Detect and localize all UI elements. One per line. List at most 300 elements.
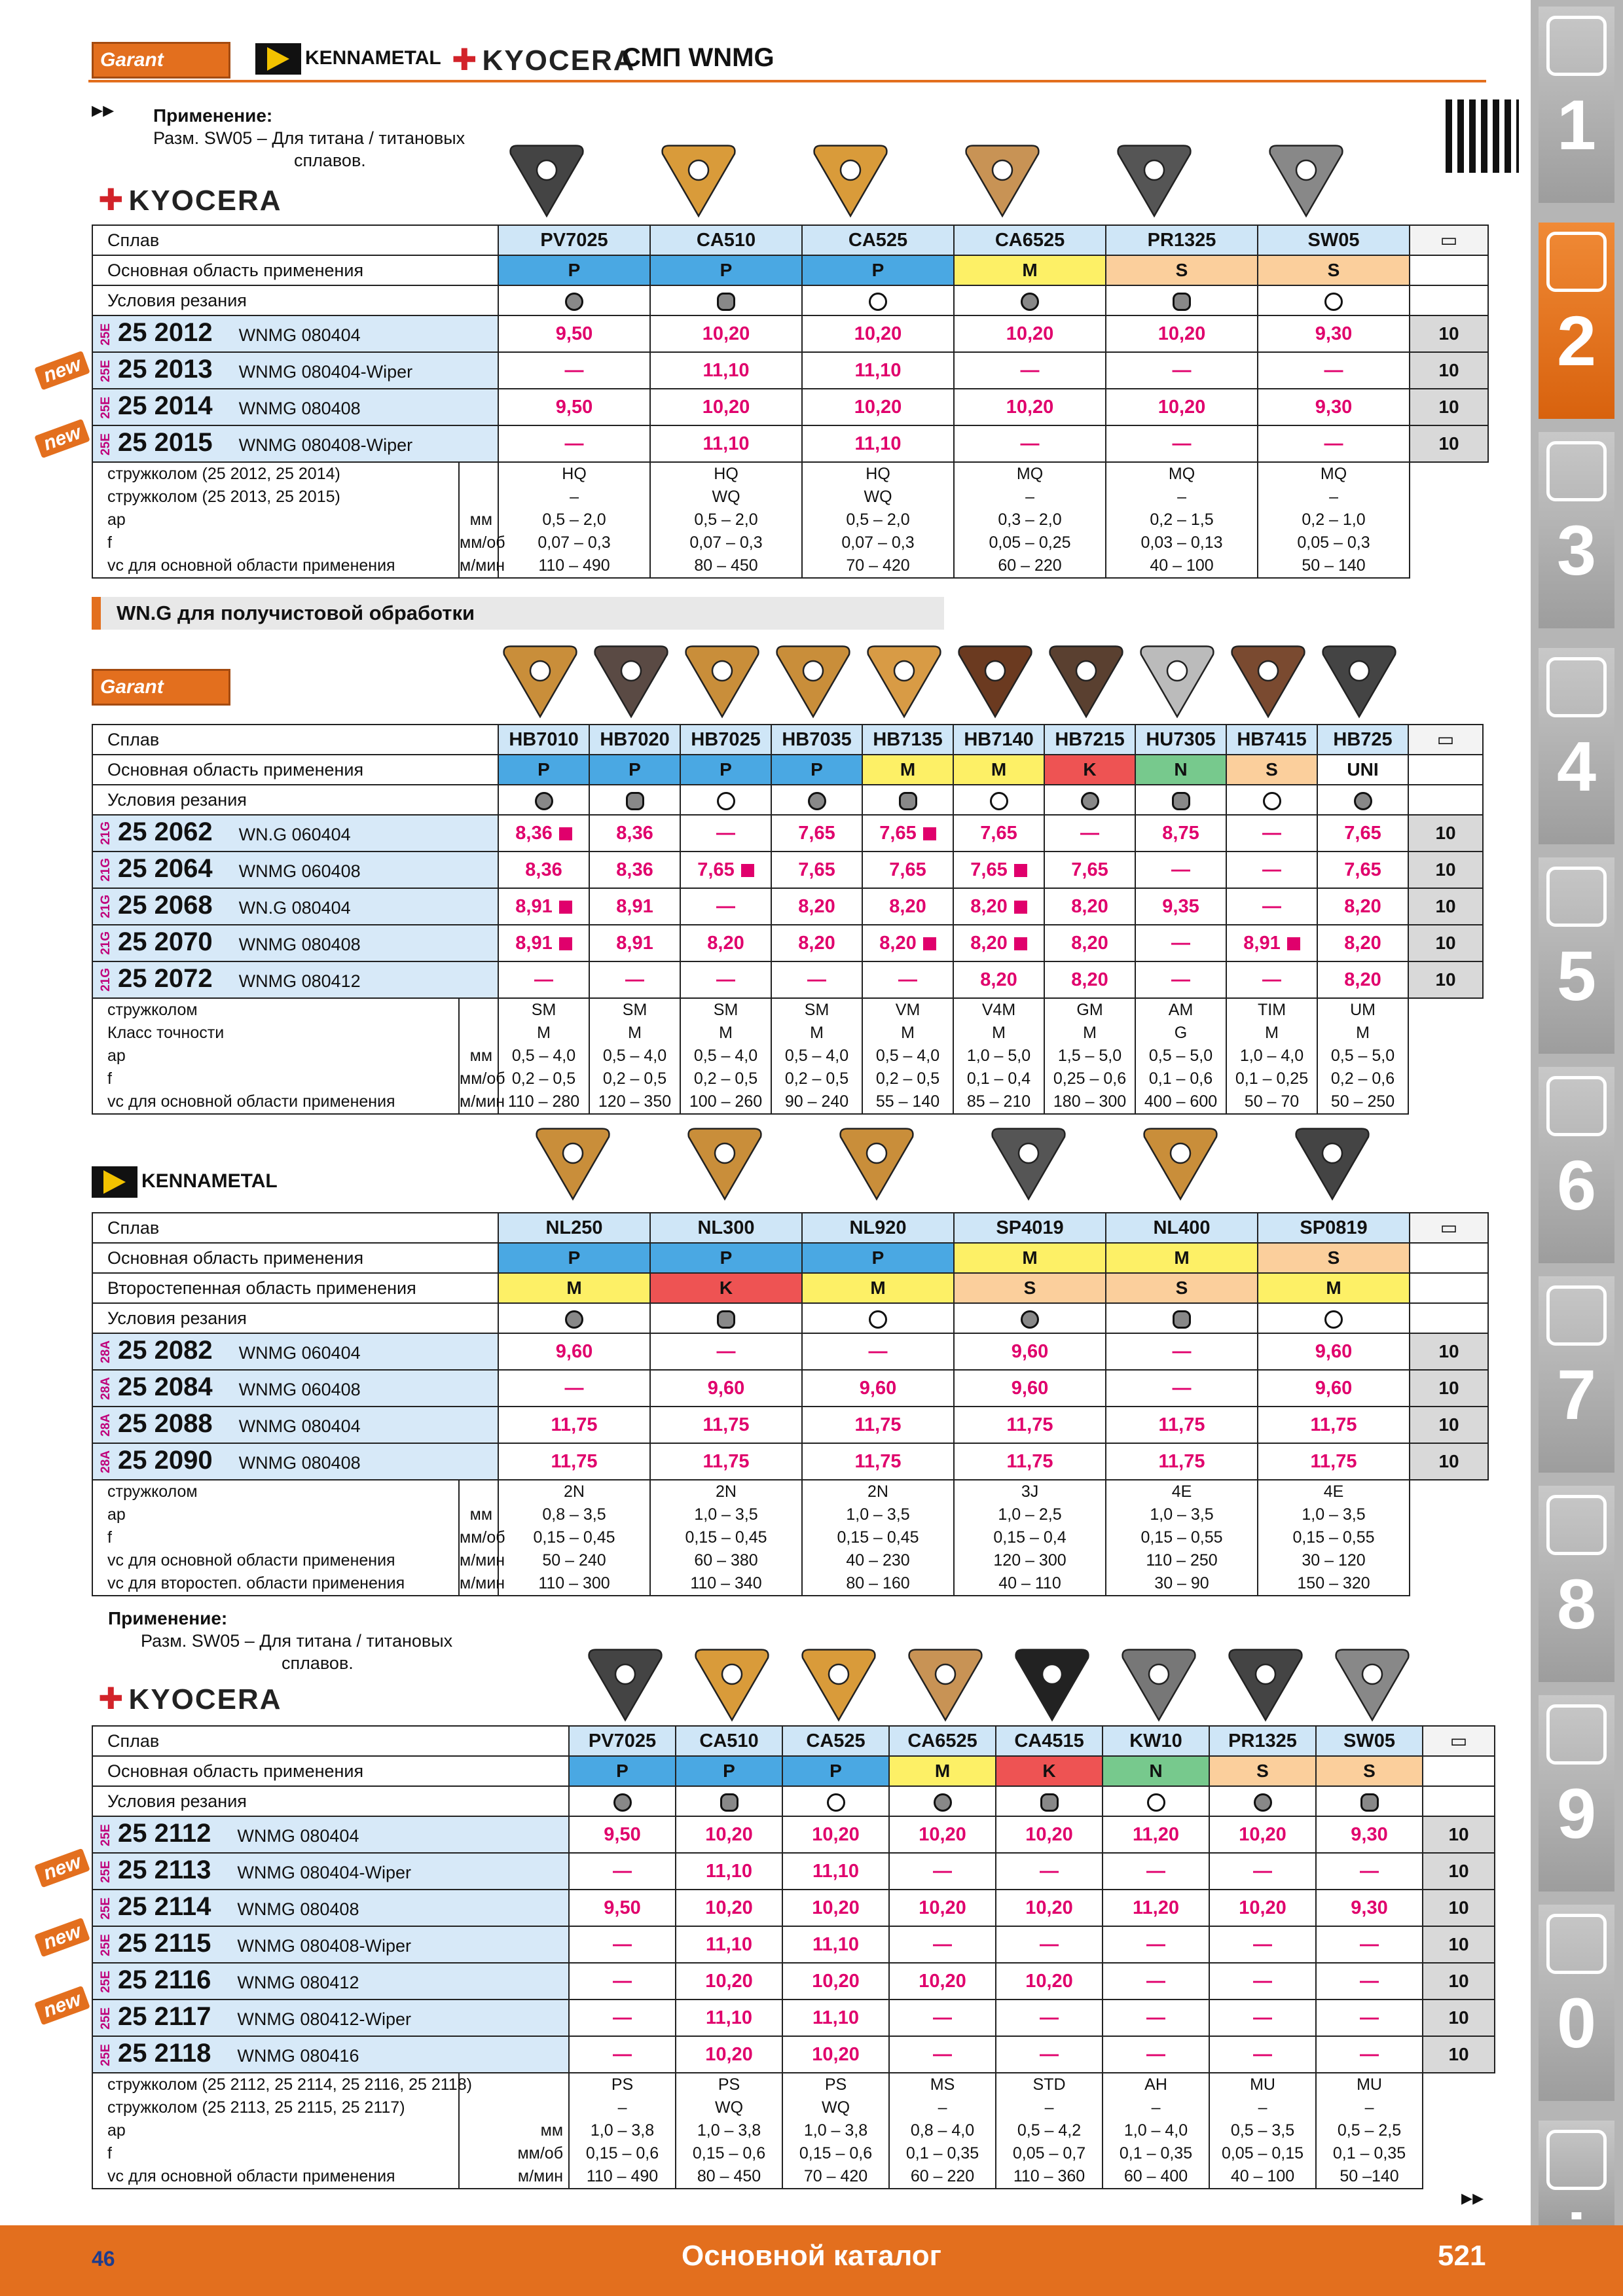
- price-cell: 11,10: [782, 2000, 889, 2036]
- insert-image: [680, 638, 765, 720]
- price-cell: 11,75: [802, 1443, 954, 1480]
- chapter-tab-0[interactable]: 0: [1539, 1905, 1614, 2101]
- cutting-condition-icon: [808, 792, 826, 810]
- price-cell: 10,20: [676, 1963, 782, 2000]
- application-area: S: [1258, 1243, 1410, 1273]
- parameter-unit: [459, 2096, 569, 2119]
- new-badge: new: [34, 1986, 90, 2026]
- chapter-tab-8[interactable]: 8: [1539, 1486, 1614, 1682]
- price-cell: —: [996, 1853, 1103, 1890]
- insert-image: [1044, 638, 1129, 720]
- kennametal-logo: KENNAMETAL: [255, 43, 441, 75]
- parameter-value: 1,0 – 4,0: [1103, 2119, 1209, 2142]
- kyocera-logo: ✚ KYOCERA: [98, 183, 282, 217]
- price-cell: 11,75: [1258, 1407, 1410, 1443]
- application-area: P: [650, 255, 802, 285]
- parameter-unit: м/мин: [459, 1572, 498, 1596]
- article-number: 25 2072: [118, 964, 213, 993]
- continue-arrows-icon: ▸▸: [1461, 2185, 1484, 2210]
- chapter-icon: [1546, 1076, 1607, 1136]
- table-row: [92, 961, 1483, 998]
- article-number: 25 2084: [118, 1372, 213, 1401]
- price-cell: 10,20: [996, 1890, 1103, 1926]
- price-cell: 11,75: [650, 1443, 802, 1480]
- application-area: K: [1044, 755, 1135, 785]
- price-cell: —: [771, 961, 862, 998]
- grade-header: HB7035: [771, 725, 862, 755]
- price-cell: 9,50: [498, 389, 650, 425]
- parameter-value: 1,0 – 4,0: [1226, 1045, 1317, 1067]
- parameter-value: M: [953, 1022, 1044, 1045]
- parameter-value: 0,05 – 0,15: [1209, 2142, 1316, 2165]
- parameter-value: 85 – 210: [953, 1090, 1044, 1114]
- price-cell: —: [1209, 1926, 1316, 1963]
- parameter-value: WQ: [802, 486, 954, 509]
- parameter-value: 0,5 – 5,0: [1135, 1045, 1226, 1067]
- chapter-tab-2[interactable]: 2: [1539, 223, 1614, 419]
- application-area: P: [802, 255, 954, 285]
- parameter-label: стружколом (25 2012, 25 2014): [92, 462, 459, 486]
- parameter-value: MU: [1316, 2073, 1423, 2096]
- parameter-value: 0,5 – 4,0: [680, 1045, 771, 1067]
- price-cell: 10,20: [802, 389, 954, 425]
- garant-logo: Garant: [92, 42, 230, 79]
- grade-header: CA510: [676, 1726, 782, 1756]
- insert-image: [1138, 1121, 1223, 1202]
- parameter-value: 120 – 350: [589, 1090, 680, 1114]
- pack-quantity: 10: [1408, 961, 1483, 998]
- article-number: 25 2113: [118, 1856, 211, 1884]
- parameter-value: PS: [676, 2073, 782, 2096]
- price-cell: —: [1209, 2036, 1316, 2073]
- price-cell: 10,20: [996, 1816, 1103, 1853]
- cutting-conditions-label: Условия резания: [92, 785, 498, 815]
- parameter-unit: м/мин: [459, 554, 498, 578]
- table-row: [92, 2000, 1495, 2036]
- group-tag: 28A: [99, 1377, 113, 1400]
- cutting-condition-icon: [565, 293, 583, 311]
- price-cell: —: [1226, 888, 1317, 925]
- parameter-value: 0,8 – 3,5: [498, 1503, 650, 1526]
- insert-image: [1264, 137, 1349, 219]
- insert-designation: WNMG 060408: [238, 1380, 361, 1399]
- parameter-label: f: [92, 531, 459, 554]
- parameter-value: M: [862, 1022, 953, 1045]
- pack-quantity: 10: [1410, 1333, 1488, 1370]
- pack-quantity: 10: [1410, 389, 1488, 425]
- price-cell: —: [954, 425, 1106, 462]
- price-cell: —: [1316, 1926, 1423, 1963]
- parameter-value: PS: [782, 2073, 889, 2096]
- price-cell: 7,65: [862, 815, 953, 852]
- insert-designation: WNMG 060408: [238, 861, 361, 881]
- price-cell: 11,75: [650, 1407, 802, 1443]
- parameter-value: M: [771, 1022, 862, 1045]
- grade-header: CA6525: [889, 1726, 996, 1756]
- table-row: [92, 1926, 1495, 1963]
- insert-image: [1226, 638, 1311, 720]
- price-cell: 9,35: [1135, 888, 1226, 925]
- chapter-tab-1[interactable]: 1: [1539, 7, 1614, 203]
- parameter-unit: мм/об: [459, 1067, 498, 1090]
- parameter-value: 40 – 110: [954, 1572, 1106, 1596]
- table-row: [92, 389, 1488, 425]
- price-cell: —: [1226, 815, 1317, 852]
- price-cell: —: [862, 961, 953, 998]
- table-row: [92, 815, 1483, 852]
- parameter-value: 0,2 – 0,5: [680, 1067, 771, 1090]
- application-area: P: [782, 1756, 889, 1786]
- parameter-value: 1,0 – 3,8: [569, 2119, 676, 2142]
- parameter-value: 0,15 – 0,45: [650, 1526, 802, 1549]
- group-tag: 25E: [99, 1897, 113, 1920]
- parameter-value: 0,1 – 0,35: [1316, 2142, 1423, 2165]
- parameter-value: 110 – 250: [1106, 1549, 1258, 1572]
- grade-header: SP4019: [954, 1213, 1106, 1243]
- application-area: S: [1209, 1756, 1316, 1786]
- price-cell: —: [954, 352, 1106, 389]
- parameter-value: 50 –140: [1316, 2165, 1423, 2189]
- parameter-value: 4E: [1258, 1480, 1410, 1503]
- parameter-value: 0,05 – 0,7: [996, 2142, 1103, 2165]
- parameter-value: –: [1209, 2096, 1316, 2119]
- application-area: P: [676, 1756, 782, 1786]
- insert-designation: WN.G 080404: [238, 898, 351, 918]
- parameter-value: 1,0 – 2,5: [954, 1503, 1106, 1526]
- parameter-value: 40 – 100: [1106, 554, 1258, 578]
- secondary-area: K: [650, 1273, 802, 1303]
- application-area: P: [771, 755, 862, 785]
- alloy-label: Сплав: [92, 1213, 498, 1243]
- parameter-value: 0,2 – 0,5: [862, 1067, 953, 1090]
- parameter-value: 1,0 – 3,8: [676, 2119, 782, 2142]
- parameter-value: SM: [771, 998, 862, 1022]
- price-cell: 10,20: [889, 1890, 996, 1926]
- table-garant: [92, 724, 1484, 1115]
- price-cell: —: [1258, 352, 1410, 389]
- insert-image: [1290, 1121, 1375, 1202]
- table-row: [92, 352, 1488, 389]
- insert-image: [953, 638, 1038, 720]
- price-cell: 10,20: [1209, 1890, 1316, 1926]
- cutting-condition-icon: [720, 1793, 739, 1812]
- insert-image: [862, 638, 947, 720]
- chapter-tab-9[interactable]: 9: [1539, 1695, 1614, 1892]
- grade-header: PV7025: [498, 225, 650, 255]
- price-cell: —: [1226, 852, 1317, 888]
- price-cell: —: [1135, 852, 1226, 888]
- parameter-value: 2N: [498, 1480, 650, 1503]
- price-cell: 9,60: [954, 1370, 1106, 1407]
- article-number: 25 2064: [118, 854, 213, 883]
- parameter-value: MQ: [1106, 462, 1258, 486]
- parameter-label: ap: [92, 1503, 459, 1526]
- insert-designation: WNMG 080408: [237, 1899, 359, 1919]
- application-area: P: [680, 755, 771, 785]
- insert-designation: WNMG 080404: [237, 1826, 359, 1846]
- price-cell: 8,91: [498, 888, 589, 925]
- parameter-value: 2N: [650, 1480, 802, 1503]
- parameter-value: HQ: [802, 462, 954, 486]
- grade-header: HB7215: [1044, 725, 1135, 755]
- parameter-value: 50 – 140: [1258, 554, 1410, 578]
- chapter-tab-5[interactable]: 5: [1539, 857, 1614, 1054]
- grade-header: HB7140: [953, 725, 1044, 755]
- chapter-icon: [1546, 2130, 1607, 2190]
- price-cell: 10,20: [954, 389, 1106, 425]
- price-cell: —: [1103, 1926, 1209, 1963]
- package-icon: ▭: [1410, 225, 1488, 255]
- cutting-condition-icon: [613, 1793, 632, 1812]
- parameter-value: 60 – 380: [650, 1549, 802, 1572]
- cutting-condition-icon: [1173, 1310, 1191, 1329]
- chapter-icon: [1546, 1285, 1607, 1346]
- parameter-unit: мм/об: [459, 531, 498, 554]
- price-cell: 8,20: [1044, 888, 1135, 925]
- parameter-value: 1,0 – 5,0: [953, 1045, 1044, 1067]
- parameter-value: –: [498, 486, 650, 509]
- price-cell: 11,10: [782, 1853, 889, 1890]
- parameter-value: –: [1316, 2096, 1423, 2119]
- insert-image: [986, 1121, 1071, 1202]
- application-area: N: [1135, 755, 1226, 785]
- secondary-area: S: [954, 1273, 1106, 1303]
- insert-designation: WNMG 080408: [238, 399, 361, 418]
- price-cell: —: [996, 2036, 1103, 2073]
- chapter-tab-4[interactable]: 4: [1539, 648, 1614, 844]
- application-area: S: [1106, 255, 1258, 285]
- parameter-value: 110 – 340: [650, 1572, 802, 1596]
- price-cell: 8,20: [1317, 925, 1408, 961]
- cutting-condition-icon: [934, 1793, 952, 1812]
- price-cell: 10,20: [782, 1816, 889, 1853]
- grade-header: NL920: [802, 1213, 954, 1243]
- insert-image: [771, 638, 856, 720]
- price-cell: 7,65: [953, 852, 1044, 888]
- price-cell: —: [1106, 352, 1258, 389]
- price-cell: 10,20: [782, 2036, 889, 2073]
- main-area-label: Основная область применения: [92, 1243, 498, 1273]
- cutting-condition-icon: [1354, 792, 1372, 810]
- chapter-icon: [1546, 657, 1607, 717]
- parameter-value: M: [589, 1022, 680, 1045]
- page-title: СМП WNMG: [622, 43, 775, 72]
- parameter-value: 0,5 – 4,0: [498, 1045, 589, 1067]
- grade-header: CA525: [802, 225, 954, 255]
- application-area: M: [953, 755, 1044, 785]
- parameter-value: 0,05 – 0,25: [954, 531, 1106, 554]
- grade-header: KW10: [1103, 1726, 1209, 1756]
- main-area-label: Основная область применения: [92, 1756, 569, 1786]
- cutting-conditions-label: Условия резания: [92, 285, 498, 315]
- price-cell: 9,50: [569, 1890, 676, 1926]
- secondary-area-label: Второстепенная область применения: [92, 1273, 498, 1303]
- price-cell: —: [996, 1926, 1103, 1963]
- parameter-label: vc для второстеп. области применения: [92, 1572, 459, 1596]
- price-cell: 9,50: [498, 315, 650, 352]
- insert-image: [808, 137, 893, 219]
- table-row: [92, 852, 1483, 888]
- cutting-condition-icon: [990, 792, 1008, 810]
- parameter-value: 1,0 – 3,5: [650, 1503, 802, 1526]
- parameter-unit: м/мин: [459, 1549, 498, 1572]
- application-area: M: [1106, 1243, 1258, 1273]
- pack-quantity: 10: [1408, 925, 1483, 961]
- insert-image: [1317, 638, 1402, 720]
- parameter-value: 0,15 – 0,4: [954, 1526, 1106, 1549]
- stock-marker-icon: [923, 827, 936, 840]
- price-cell: 7,65: [680, 852, 771, 888]
- price-cell: —: [1316, 1853, 1423, 1890]
- parameter-value: M: [498, 1022, 589, 1045]
- chapter-tab-3[interactable]: 3: [1539, 432, 1614, 628]
- parameter-value: 1,5 – 5,0: [1044, 1045, 1135, 1067]
- insert-image: [834, 1121, 919, 1202]
- price-cell: 10,20: [889, 1963, 996, 2000]
- price-cell: 9,50: [569, 1816, 676, 1853]
- price-cell: —: [1316, 1963, 1423, 2000]
- application-area: S: [1258, 255, 1410, 285]
- application-area: M: [954, 1243, 1106, 1273]
- insert-image: [682, 1121, 767, 1202]
- insert-designation: WNMG 080404-Wiper: [238, 362, 413, 382]
- price-cell: 7,65: [1044, 852, 1135, 888]
- price-cell: —: [569, 1853, 676, 1890]
- pack-quantity: 10: [1410, 1407, 1488, 1443]
- parameter-label: f: [92, 2142, 459, 2165]
- parameter-value: WQ: [650, 486, 802, 509]
- footer-left-number: 46: [92, 2247, 115, 2270]
- table-row: [92, 1407, 1488, 1443]
- group-tag: 25E: [99, 359, 113, 382]
- insert-image: [1135, 638, 1220, 720]
- chapter-icon: [1546, 441, 1607, 501]
- parameter-value: 0,2 – 0,5: [771, 1067, 862, 1090]
- chapter-tab-6[interactable]: 6: [1539, 1067, 1614, 1263]
- price-cell: —: [889, 2000, 996, 2036]
- parameter-value: UM: [1317, 998, 1408, 1022]
- pack-quantity: 10: [1423, 2000, 1495, 2036]
- insert-image: [498, 638, 583, 720]
- cutting-condition-icon: [1263, 792, 1281, 810]
- insert-image: [960, 137, 1045, 219]
- parameter-value: STD: [996, 2073, 1103, 2096]
- parameter-value: WQ: [782, 2096, 889, 2119]
- parameter-value: MQ: [1258, 462, 1410, 486]
- chapter-tab-info[interactable]: [1539, 2121, 1614, 2225]
- price-cell: 7,65: [771, 852, 862, 888]
- parameter-value: 0,1 – 0,6: [1135, 1067, 1226, 1090]
- table-kennametal: [92, 1212, 1489, 1596]
- price-cell: 11,10: [676, 1926, 782, 1963]
- article-number: 25 2013: [118, 355, 213, 384]
- parameter-value: 0,15 – 0,6: [676, 2142, 782, 2165]
- parameter-value: 0,15 – 0,45: [498, 1526, 650, 1549]
- price-cell: —: [889, 2036, 996, 2073]
- application-area: M: [889, 1756, 996, 1786]
- chapter-tab-7[interactable]: 7: [1539, 1276, 1614, 1473]
- article-number: 25 2118: [118, 2039, 211, 2068]
- price-cell: 8,20: [862, 888, 953, 925]
- insert-designation: WNMG 080408-Wiper: [237, 1936, 411, 1956]
- parameter-value: 40 – 230: [802, 1549, 954, 1572]
- insert-designation: WNMG 080412-Wiper: [237, 2009, 411, 2029]
- price-cell: 9,30: [1316, 1816, 1423, 1853]
- price-cell: 9,30: [1258, 315, 1410, 352]
- price-cell: 10,20: [1209, 1816, 1316, 1853]
- group-tag: 25E: [99, 1860, 113, 1883]
- article-number: 25 2070: [118, 927, 213, 956]
- cutting-condition-icon: [869, 1310, 887, 1329]
- parameter-value: 110 – 300: [498, 1572, 650, 1596]
- price-cell: 10,20: [650, 389, 802, 425]
- cutting-condition-icon: [535, 792, 553, 810]
- price-cell: 9,30: [1258, 389, 1410, 425]
- parameter-value: 110 – 280: [498, 1090, 589, 1114]
- table-row: [92, 1816, 1495, 1853]
- parameter-value: 1,0 – 3,5: [1106, 1503, 1258, 1526]
- price-cell: —: [1135, 925, 1226, 961]
- table-row: [92, 425, 1488, 462]
- group-tag: 28A: [99, 1414, 113, 1437]
- price-cell: 11,75: [954, 1443, 1106, 1480]
- parameter-label: стружколом: [92, 998, 459, 1022]
- alloy-label: Сплав: [92, 725, 498, 755]
- parameter-value: V4M: [953, 998, 1044, 1022]
- parameter-value: 0,5 – 5,0: [1317, 1045, 1408, 1067]
- application-area: P: [802, 1243, 954, 1273]
- application-note-2: Применение: Разм. SW05 – Для титана / титановых сплавов.: [108, 1608, 453, 1673]
- price-cell: 11,20: [1103, 1816, 1209, 1853]
- price-cell: 11,10: [650, 425, 802, 462]
- grade-header: SW05: [1258, 225, 1410, 255]
- group-tag: 25E: [99, 323, 113, 346]
- parameter-value: 0,8 – 4,0: [889, 2119, 996, 2142]
- parameter-value: 40 – 100: [1209, 2165, 1316, 2189]
- parameter-value: 180 – 300: [1044, 1090, 1135, 1114]
- price-cell: 8,20: [862, 925, 953, 961]
- price-cell: —: [498, 352, 650, 389]
- garant-logo: Garant: [92, 669, 230, 706]
- parameter-value: WQ: [676, 2096, 782, 2119]
- article-number: 25 2062: [118, 817, 213, 846]
- price-cell: 7,65: [953, 815, 1044, 852]
- parameter-value: MU: [1209, 2073, 1316, 2096]
- parameter-value: MQ: [954, 462, 1106, 486]
- cutting-condition-icon: [869, 293, 887, 311]
- cutting-condition-icon: [1360, 1793, 1379, 1812]
- parameter-value: G: [1135, 1022, 1226, 1045]
- parameter-label: vc для основной области применения: [92, 1549, 459, 1572]
- price-cell: 8,91: [589, 888, 680, 925]
- price-cell: 9,60: [1258, 1333, 1410, 1370]
- application-area: UNI: [1317, 755, 1408, 785]
- parameter-unit: [459, 1022, 498, 1045]
- parameter-label: f: [92, 1526, 459, 1549]
- price-cell: —: [589, 961, 680, 998]
- parameter-value: MS: [889, 2073, 996, 2096]
- group-tag: 21G: [99, 931, 113, 956]
- parameter-value: 90 – 240: [771, 1090, 862, 1114]
- insert-image: [1010, 1641, 1095, 1723]
- parameter-unit: мм: [459, 1503, 498, 1526]
- cutting-condition-icon: [827, 1793, 845, 1812]
- parameter-value: 0,1 – 0,4: [953, 1067, 1044, 1090]
- insert-image: [796, 1641, 881, 1723]
- parameter-value: 1,0 – 3,8: [782, 2119, 889, 2142]
- kyocera-logo: ✚ KYOCERA: [98, 1681, 282, 1715]
- application-area: S: [1316, 1756, 1423, 1786]
